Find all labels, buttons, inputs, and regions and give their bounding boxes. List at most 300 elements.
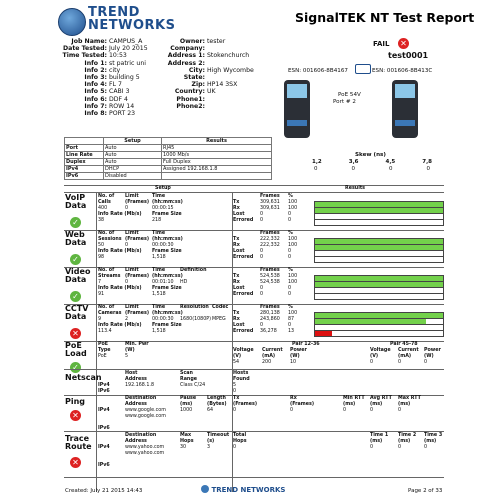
skew-pairs xyxy=(312,159,432,165)
pass-check-icon: ✓ xyxy=(70,254,81,265)
result-label: Rx xyxy=(233,206,240,211)
divider-line xyxy=(64,304,444,305)
info-value: ROW 14 xyxy=(109,102,135,110)
info-row xyxy=(55,110,148,117)
info-row xyxy=(55,88,148,95)
poe-value: 200 xyxy=(262,360,272,365)
ping-result: 0 xyxy=(290,408,294,413)
col-header: Max RTT xyxy=(398,396,421,401)
skew-pair: 7,8 xyxy=(422,159,432,165)
result-label: Errored xyxy=(233,218,254,223)
col-header: Timeout xyxy=(207,433,230,438)
setup-head-blank xyxy=(65,138,104,145)
result-percent: 100 xyxy=(288,311,298,316)
result-label: Lost xyxy=(233,286,245,291)
col-header: Hops xyxy=(233,439,247,444)
info-key: Company: xyxy=(170,45,205,53)
col-header: Frame Size xyxy=(152,249,182,254)
col-unit: (W) xyxy=(290,354,300,359)
skew-value: 0 xyxy=(314,166,318,172)
col-header: Total xyxy=(233,433,247,438)
col-header: (Frames) xyxy=(290,402,315,407)
info-key: Info 2: xyxy=(84,66,107,74)
result-frames: 0 xyxy=(260,249,264,254)
fail-x-icon: ✕ xyxy=(70,457,81,468)
trace-result: 0 xyxy=(370,445,374,450)
logo-line2: NETWORKS xyxy=(88,18,176,33)
setup-value: 00:01:10 xyxy=(152,280,174,285)
info-key: Info 3: xyxy=(84,74,107,82)
col-header: Hops xyxy=(180,439,194,444)
result-bar-fill xyxy=(315,331,332,336)
pass-check-icon: ✓ xyxy=(70,217,81,228)
col-header: (ms) xyxy=(398,439,411,444)
result-frames: 524,538 xyxy=(260,280,280,285)
setup-head-results: Results xyxy=(162,138,272,145)
col-header: Range xyxy=(180,377,198,382)
setup-cell: 1000 Mb/s xyxy=(162,152,272,159)
col-header: Time xyxy=(152,305,166,310)
info-row xyxy=(140,60,254,67)
col-header: (W) xyxy=(125,348,135,353)
ping-value: 1000 xyxy=(180,408,193,413)
setup-cell: Line Rate xyxy=(65,152,104,159)
info-right xyxy=(140,38,254,110)
info-value: Stokenchurch xyxy=(207,52,250,60)
poe-voltage: PoE 54V xyxy=(338,92,361,98)
section-name: Trace xyxy=(65,434,90,443)
col-header: Address xyxy=(125,377,147,382)
network-icon xyxy=(355,64,371,74)
result-percent: 0 xyxy=(288,212,292,217)
result-label: Tx xyxy=(233,274,240,279)
info-row xyxy=(55,103,148,110)
col-header: Frame Size xyxy=(152,286,182,291)
col-header: Limit xyxy=(125,305,139,310)
netscan-value: Class C/24 xyxy=(180,383,206,388)
setup-value: 2 xyxy=(125,317,129,322)
col-header: No. of xyxy=(98,268,115,273)
col-header: Avg RTT xyxy=(370,396,392,401)
result-frames: 309,631 xyxy=(260,206,280,211)
ping-result: 0 xyxy=(370,408,374,413)
col-header: Current xyxy=(398,348,419,353)
signaltek-device-left xyxy=(284,80,310,138)
frames-header: Frames xyxy=(260,305,280,310)
col-header: Hosts xyxy=(233,371,249,376)
setup-header-row xyxy=(65,138,272,145)
result-bar xyxy=(314,219,444,226)
info-row xyxy=(140,45,254,52)
section-name: Data xyxy=(65,238,87,247)
info-row xyxy=(55,45,148,52)
col-header: (s) xyxy=(207,439,215,444)
info-value: July 20 2015 xyxy=(109,45,148,53)
test-id: test0001 xyxy=(388,51,429,60)
col-header: Voltage xyxy=(370,348,391,353)
setup-value: 91 xyxy=(98,292,105,297)
trace-value: IPv6 xyxy=(98,463,110,468)
percent-header: % xyxy=(288,231,293,236)
result-frames: 0 xyxy=(260,212,264,217)
col-header: Time xyxy=(152,268,166,273)
setup-row xyxy=(65,166,272,173)
fail-icon: ✕ xyxy=(398,38,409,49)
setup-row xyxy=(65,159,272,166)
col-header: Tx xyxy=(233,396,240,401)
info-row xyxy=(55,81,148,88)
info-row xyxy=(140,96,254,103)
col-header: (ms) xyxy=(424,439,437,444)
frames-header: Frames xyxy=(260,231,280,236)
info-value: CAMPUS_A xyxy=(109,38,143,45)
info-key: Address 1: xyxy=(167,52,205,60)
result-frames: 0 xyxy=(260,292,264,297)
col-header: Info Rate (Mb/s) xyxy=(98,323,142,328)
info-row xyxy=(55,60,148,67)
col-header: Max xyxy=(180,433,192,438)
skew-pair: 3,6 xyxy=(348,159,359,165)
ping-result: 0 xyxy=(398,408,402,413)
result-label: Errored xyxy=(233,255,254,260)
col-unit: (W) xyxy=(424,354,434,359)
col-header: (hh:mm:ss) xyxy=(152,274,183,279)
info-key: Country: xyxy=(174,88,205,96)
setup-cell xyxy=(162,173,272,180)
pair-header: Pair 12-36 xyxy=(292,342,320,347)
port-number: Port # 2 xyxy=(333,99,356,105)
result-frames: 524,538 xyxy=(260,274,280,279)
result-percent: 0 xyxy=(288,249,292,254)
info-row xyxy=(55,38,148,45)
trend-networks-logo xyxy=(58,6,178,38)
result-frames: 243,860 xyxy=(260,317,280,322)
setup-value: 1,518 xyxy=(152,255,166,260)
section-name: Load xyxy=(65,349,87,358)
col-header: Voltage xyxy=(233,348,254,353)
created-date: Created: July 21 2015 14:43 xyxy=(65,488,143,494)
col-header: (Bytes) xyxy=(207,402,227,407)
col-header: (Frames) xyxy=(125,237,150,242)
col-header: Address xyxy=(125,402,147,407)
poe-value: 0 xyxy=(424,360,428,365)
netscan-value: IPv4 xyxy=(98,383,110,388)
setup-row xyxy=(65,145,272,152)
col-header: Min. Pwr xyxy=(125,342,149,347)
skew-value: 0 xyxy=(426,166,430,172)
setup-value: 00:00:30 xyxy=(152,317,174,322)
frames-header: Frames xyxy=(260,268,280,273)
col-header: Time 2 xyxy=(398,433,417,438)
col-unit: (mA) xyxy=(262,354,276,359)
setup-value: 38 xyxy=(98,218,105,223)
info-value: city xyxy=(109,66,121,74)
skew-value: 0 xyxy=(389,166,393,172)
fail-status: FAIL xyxy=(373,40,390,48)
info-value: DDF 4 xyxy=(109,95,128,103)
ping-value: 64 xyxy=(207,408,214,413)
main-head-setup: Setup xyxy=(155,186,171,191)
info-key: Info 7: xyxy=(84,102,107,110)
percent-header: % xyxy=(288,194,293,199)
result-percent: 13 xyxy=(288,329,295,334)
info-value: UK xyxy=(207,88,216,96)
result-percent: 100 xyxy=(288,237,298,242)
col-unit: (mA) xyxy=(398,354,412,359)
col-header: Codec xyxy=(212,305,229,310)
report-title: SignalTEK NT Test Report xyxy=(295,10,475,25)
result-label: Rx xyxy=(233,317,240,322)
result-frames: 309,631 xyxy=(260,200,280,205)
result-label: Lost xyxy=(233,323,245,328)
result-bar xyxy=(314,256,444,263)
info-value: FL 7 xyxy=(109,81,122,89)
setup-cell: Duplex xyxy=(65,159,104,166)
divider-line xyxy=(64,341,444,342)
result-percent: 0 xyxy=(288,218,292,223)
trace-value: 30 xyxy=(180,445,187,450)
col-header: Type xyxy=(98,348,111,353)
skew-title: Skew (ns) xyxy=(355,152,386,158)
poe-value: 10 xyxy=(290,360,297,365)
col-header: Destination xyxy=(125,396,157,401)
divider-line xyxy=(64,431,444,432)
col-header: (hh:mm:ss) xyxy=(152,200,183,205)
setup-cell: IPv4 xyxy=(65,166,104,173)
divider-line xyxy=(96,192,97,492)
skew-values xyxy=(314,166,430,172)
setup-cell: Full Duplex xyxy=(162,159,272,166)
result-percent: 87 xyxy=(288,317,295,322)
col-header: Calls xyxy=(98,200,111,205)
col-header: (Frames) xyxy=(125,200,150,205)
trace-result: 0 xyxy=(233,445,237,450)
section-name: Web xyxy=(65,230,85,239)
info-row xyxy=(140,81,254,88)
col-header: (hh:mm:ss) xyxy=(152,311,183,316)
main-head-results: Results xyxy=(345,186,366,191)
info-value: tester xyxy=(207,38,226,45)
setup-value: 9 xyxy=(98,317,102,322)
divider-line xyxy=(64,267,444,268)
col-header: Rx xyxy=(290,396,297,401)
trace-result: 0 xyxy=(398,445,402,450)
col-header: (Frames) xyxy=(233,402,258,407)
footer-logo xyxy=(201,485,285,494)
col-header: Time xyxy=(152,194,166,199)
col-header: Info Rate (Mb/s) xyxy=(98,249,142,254)
percent-header: % xyxy=(288,305,293,310)
info-key: Time Tested: xyxy=(62,52,107,60)
result-percent: 100 xyxy=(288,243,298,248)
percent-header: % xyxy=(288,268,293,273)
setup-cell: Disabled xyxy=(104,173,162,180)
fail-x-icon: ✕ xyxy=(70,328,81,339)
col-header: Scan xyxy=(180,371,193,376)
setup-cell: Port xyxy=(65,145,104,152)
section-name: Ping xyxy=(65,397,86,406)
col-header: Limit xyxy=(125,231,139,236)
info-row xyxy=(140,88,254,95)
result-label: Rx xyxy=(233,280,240,285)
setup-value: 1,518 xyxy=(152,329,166,334)
esn-left: ESN: 001606-8B4167 xyxy=(288,68,348,74)
info-value: st patric uni xyxy=(109,59,146,67)
setup-row xyxy=(65,173,272,180)
col-header: (ms) xyxy=(180,402,193,407)
setup-cell: Auto xyxy=(104,152,162,159)
divider-line xyxy=(64,369,444,370)
skew-pair: 4,5 xyxy=(385,159,396,165)
col-unit: (V) xyxy=(233,354,242,359)
col-header: No. of xyxy=(98,194,115,199)
setup-cell: Auto xyxy=(104,159,162,166)
info-left xyxy=(55,38,148,117)
frames-header: Frames xyxy=(260,194,280,199)
col-header: Found xyxy=(233,377,250,382)
info-key: Job Name: xyxy=(71,38,107,45)
info-row xyxy=(140,38,254,45)
result-label: Lost xyxy=(233,249,245,254)
signaltek-device-right xyxy=(392,80,418,138)
col-header: No. of xyxy=(98,305,115,310)
col-header: Frame Size xyxy=(152,323,182,328)
col-header: Host xyxy=(125,371,138,376)
result-bar xyxy=(314,293,444,300)
col-header: Definition xyxy=(180,268,207,273)
result-frames: 0 xyxy=(260,255,264,260)
info-row xyxy=(55,96,148,103)
setup-cell: RJ45 xyxy=(162,145,272,152)
result-label: Tx xyxy=(233,237,240,242)
page-number: Page 2 of 33 xyxy=(408,488,443,494)
section-name: Netscan xyxy=(65,373,102,382)
section-name: Video xyxy=(65,267,91,276)
setup-cell: Assigned 192.168.1.8 xyxy=(162,166,272,173)
setup-value: 113.4 xyxy=(98,329,112,334)
trace-value: www.yahoo.com xyxy=(125,445,165,450)
col-header: Time 3 xyxy=(424,433,443,438)
setup-value: 50 xyxy=(98,243,105,248)
col-header: (ms) xyxy=(370,439,383,444)
setup-value: MPEG xyxy=(212,317,226,322)
trace-result: 0 xyxy=(424,445,428,450)
setup-cell: DHCP xyxy=(104,166,162,173)
info-key: Zip: xyxy=(191,81,205,89)
poe-value: 0 xyxy=(370,360,374,365)
fail-x-icon: ✕ xyxy=(70,410,81,421)
info-key: Phone1: xyxy=(176,95,205,103)
result-percent: 100 xyxy=(288,206,298,211)
pass-check-icon: ✓ xyxy=(70,291,81,302)
ping-result: 0 xyxy=(343,408,347,413)
col-header: Length xyxy=(207,396,226,401)
result-frames: 222,332 xyxy=(260,243,280,248)
logo-line1: TREND xyxy=(88,5,140,20)
info-key: Info 1: xyxy=(84,59,107,67)
result-label: Lost xyxy=(233,212,245,217)
col-header: Limit xyxy=(125,194,139,199)
info-value: PORT 23 xyxy=(109,110,136,118)
result-label: Errored xyxy=(233,292,254,297)
col-header: (Frames) xyxy=(125,274,150,279)
col-header: Frame Size xyxy=(152,212,182,217)
info-row xyxy=(140,52,254,59)
result-frames: 0 xyxy=(260,286,264,291)
section-name: CCTV xyxy=(65,304,89,313)
result-percent: 0 xyxy=(288,286,292,291)
setup-value: 7 xyxy=(98,280,102,285)
col-header: Time xyxy=(152,231,166,236)
setup-head-setup: Setup xyxy=(104,138,162,145)
poe-value: 0 xyxy=(398,360,402,365)
info-key: Owner: xyxy=(179,38,205,45)
skew-pair: 1,2 xyxy=(312,159,322,165)
result-percent: 100 xyxy=(288,274,298,279)
col-header: Limit xyxy=(125,268,139,273)
info-row xyxy=(55,52,148,59)
info-key: Info 4: xyxy=(84,81,107,89)
info-key: Info 8: xyxy=(84,110,107,118)
netscan-value: 192.168.1.8 xyxy=(125,383,154,388)
globe-icon xyxy=(201,485,209,493)
result-label: Tx xyxy=(233,311,240,316)
info-value: building 5 xyxy=(109,74,140,82)
result-frames: 0 xyxy=(260,323,264,328)
setup-value: 400 xyxy=(98,206,108,211)
result-frames: 222,332 xyxy=(260,237,280,242)
info-key: Date Tested: xyxy=(63,45,107,53)
skew-value: 0 xyxy=(351,166,355,172)
col-header: Power xyxy=(290,348,307,353)
result-percent: 0 xyxy=(288,255,292,260)
divider-line xyxy=(64,230,444,231)
setup-value: 00:00:30 xyxy=(152,243,174,248)
section-name: Route xyxy=(65,442,92,451)
info-value: HP14 3SX xyxy=(207,81,238,89)
netscan-result: 0 xyxy=(233,389,237,394)
section-name: VoIP xyxy=(65,193,86,202)
col-unit: (V) xyxy=(370,354,379,359)
ping-value: www.google.com xyxy=(125,414,166,419)
setup-value: 0 xyxy=(125,243,129,248)
setup-value: 0 xyxy=(125,206,129,211)
setup-table xyxy=(64,137,272,180)
col-header: PoE xyxy=(98,342,109,347)
result-percent: 100 xyxy=(288,200,298,205)
info-value: 10:53 xyxy=(109,52,127,60)
setup-value: 5 xyxy=(125,354,129,359)
col-header: Resolution xyxy=(180,305,209,310)
info-row xyxy=(140,103,254,110)
result-label: Errored xyxy=(233,329,254,334)
result-frames: 36,278 xyxy=(260,329,277,334)
setup-row xyxy=(65,152,272,159)
result-percent: 0 xyxy=(288,323,292,328)
setup-value: PoE xyxy=(98,354,107,359)
setup-value: 98 xyxy=(98,255,105,260)
trace-value: IPv4 xyxy=(98,445,110,450)
pair-header: Pair 45-78 xyxy=(390,342,418,347)
result-bar xyxy=(314,330,444,337)
section-name: Data xyxy=(65,201,87,210)
setup-value: 00:00:15 xyxy=(152,206,174,211)
setup-value: 218 xyxy=(152,218,162,223)
col-header: (ms) xyxy=(343,402,356,407)
info-row xyxy=(140,74,254,81)
setup-value: 1,518 xyxy=(152,292,166,297)
result-frames: 0 xyxy=(260,218,264,223)
